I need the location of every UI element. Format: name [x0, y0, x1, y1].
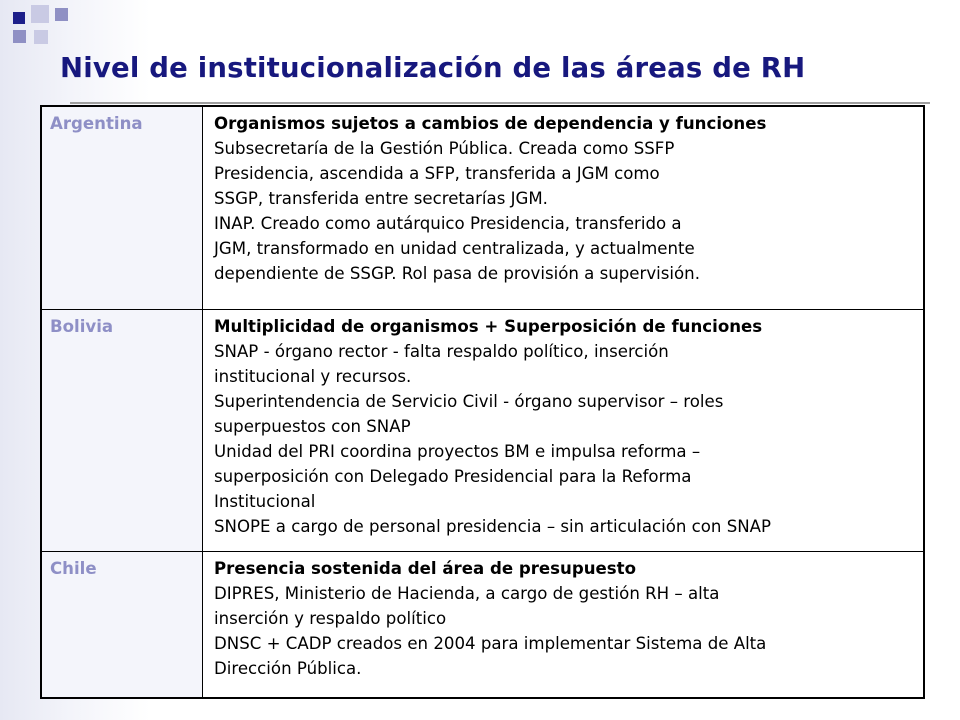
row-line: Subsecretaría de la Gestión Pública. Creada como SSFP [214, 139, 675, 158]
corner-square-light [31, 5, 49, 23]
row-line: SNAP - órgano rector - falta respaldo político, inserción [214, 341, 669, 361]
corner-square-light [34, 30, 48, 44]
row-line: dependiente de SSGP. Rol pasa de provisión a supervisión. [214, 264, 700, 283]
corner-square-mid [55, 8, 68, 21]
row-heading: Organismos sujetos a cambios de dependencia y funciones [214, 114, 767, 133]
row-line: Dirección Pública. [214, 658, 362, 678]
country-cell: Bolivia [41, 309, 203, 551]
country-cell: Chile [41, 551, 203, 698]
row-line: inserción y respaldo político [214, 608, 447, 628]
table-row [41, 551, 924, 698]
corner-decoration [0, 0, 80, 60]
row-line: superposición con Delegado Presidencial para la Reforma [214, 466, 692, 486]
corner-square-mid [13, 30, 26, 43]
content-cell [203, 551, 925, 698]
table-row [41, 106, 924, 309]
row-line: SNOPE a cargo de personal presidencia – sin articulación con SNAP [214, 516, 772, 536]
country-cell: Argentina [41, 106, 203, 309]
row-line: JGM, transformado en unidad centralizada, y actualmente [214, 239, 695, 258]
content-cell [203, 309, 925, 551]
row-line: Presidencia, ascendida a SFP, transferida a JGM como [214, 164, 660, 183]
row-line: DIPRES, Ministerio de Hacienda, a cargo de gestión RH – alta [214, 583, 720, 603]
row-line: INAP. Creado como autárquico Presidencia, transferido a [214, 214, 682, 233]
content-cell [203, 106, 925, 309]
corner-square-dark [13, 12, 25, 24]
row-line: institucional y recursos. [214, 366, 412, 386]
row-line: DNSC + CADP creados en 2004 para implementar Sistema de Alta [214, 633, 767, 653]
row-line: Institucional [214, 491, 316, 511]
row-line: Unidad del PRI coordina proyectos BM e impulsa reforma – [214, 441, 701, 461]
row-line: Superintendencia de Servicio Civil - órgano supervisor – roles [214, 391, 724, 411]
row-heading: Presencia sostenida del área de presupuesto [214, 558, 637, 578]
page-title: Nivel de institucionalización de las áreas de RH [60, 52, 806, 84]
title-underline [70, 102, 930, 104]
institutionalization-table [40, 105, 925, 699]
row-line: SSGP, transferida entre secretarías JGM. [214, 189, 548, 208]
table-row [41, 309, 924, 551]
row-line: superpuestos con SNAP [214, 416, 411, 436]
row-heading: Multiplicidad de organismos + Superposición de funciones [214, 316, 763, 336]
